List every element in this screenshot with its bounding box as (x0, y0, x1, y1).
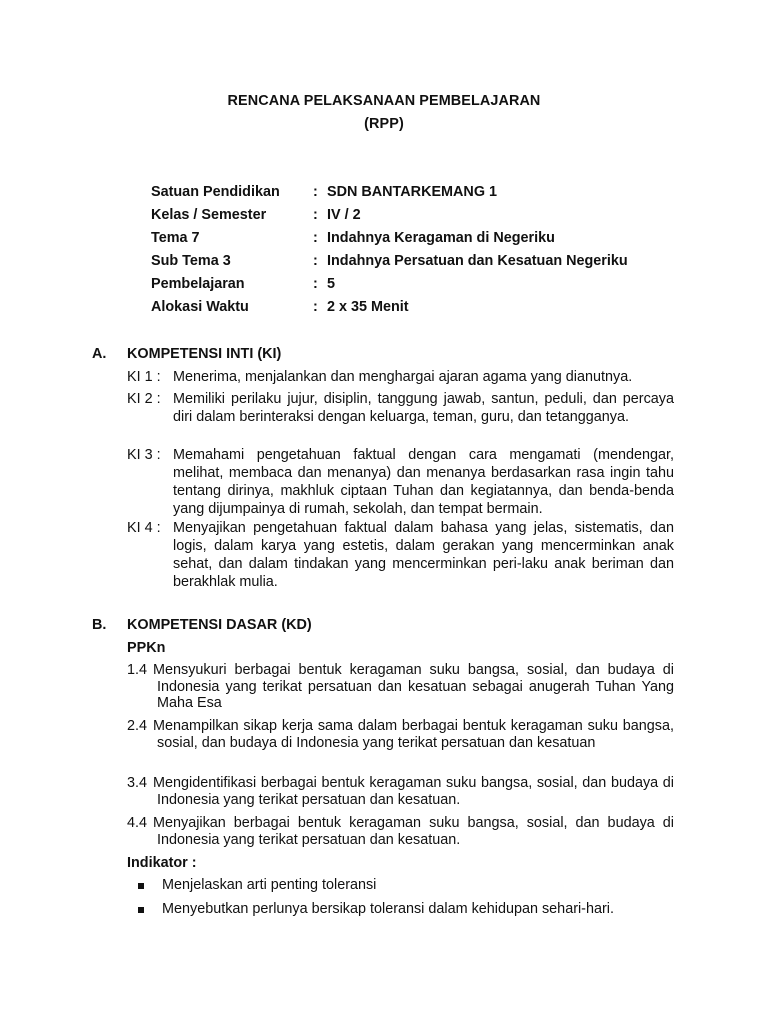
ki-label: KI 2 : (127, 391, 161, 407)
ki-label: KI 4 : (127, 520, 161, 536)
identity-value: SDN BANTARKEMANG 1 (327, 184, 498, 200)
kd-text: Mensyukuri berbagai bentuk keragaman suku bangsa, sosial, dan budaya di Indonesia yang terikat persatuan dan kesatuan sebagai anugerah Tuhan Yang Maha Esa (153, 662, 674, 711)
identity-label: Sub Tema 3 (151, 253, 231, 269)
section-a-title: KOMPETENSI INTI (KI) (127, 346, 282, 362)
ki-item (127, 519, 674, 591)
kd-number: 4.4 (127, 815, 148, 831)
identity-colon: : (313, 276, 318, 292)
kd-text: Menyajikan berbagai bentuk keragaman suku bangsa, sosial, dan budaya di Indonesia yang terikat persatuan dan kesatuan. (153, 815, 674, 848)
identity-colon: : (313, 230, 318, 246)
ki-item (127, 368, 674, 386)
identity-colon: : (313, 253, 318, 269)
ki-item (127, 446, 674, 518)
identity-label: Tema 7 (151, 230, 200, 246)
bullet-square-icon (138, 907, 144, 913)
bullet-square-icon (138, 883, 144, 889)
identity-label: Kelas / Semester (151, 207, 267, 223)
kd-number: 3.4 (127, 775, 148, 791)
identity-value: Indahnya Persatuan dan Kesatuan Negeriku (327, 253, 628, 269)
kd-item (127, 662, 674, 712)
section-a-letter: A. (92, 346, 107, 362)
kd-number: 1.4 (127, 662, 148, 678)
kd-number: 2.4 (127, 718, 148, 734)
ki-text: Memahami pengetahuan faktual dengan cara mengamati (mendengar, melihat, membaca dan menanya) dan menanya berdasarkan rasa ingin tahu tentang dirinya, makhluk ciptaan Tuhan dan kegiatannya, dan benda-benda yang dijumpainya di rumah, sekolah, dan tempat bermain. (173, 447, 674, 517)
kd-item (127, 718, 674, 751)
subject-title: PPKn (127, 640, 166, 656)
identity-value: 2 x 35 Menit (327, 299, 409, 315)
identity-label: Pembelajaran (151, 276, 245, 292)
document-subtitle: (RPP) (364, 116, 404, 132)
indicator-text: Menjelaskan arti penting toleransi (162, 877, 377, 893)
identity-colon: : (313, 184, 318, 200)
identity-label: Alokasi Waktu (151, 299, 249, 315)
ki-text: Memiliki perilaku jujur, disiplin, tanggung jawab, santun, peduli, dan percaya diri dalam berinteraksi dengan keluarga, teman, guru, dan tetangganya. (173, 391, 674, 425)
identity-value: 5 (327, 276, 336, 292)
indicator-title: Indikator : (127, 855, 197, 871)
identity-value: Indahnya Keragaman di Negeriku (327, 230, 555, 246)
ki-text: Menerima, menjalankan dan menghargai ajaran agama yang dianutnya. (173, 369, 633, 385)
identity-colon: : (313, 299, 318, 315)
ki-item (127, 390, 674, 426)
identity-label: Satuan Pendidikan (151, 184, 280, 200)
section-b-title: KOMPETENSI DASAR (KD) (127, 617, 312, 633)
section-b-letter: B. (92, 617, 107, 633)
ki-label: KI 1 : (127, 369, 161, 385)
ki-text: Menyajikan pengetahuan faktual dalam bahasa yang jelas, sistematis, dan logis, dalam karya yang estetis, dalam gerakan yang mencerminkan anak sehat, dan dalam tindakan yang mencerminkan peri-laku anak beriman dan berakhlak mulia. (173, 520, 674, 590)
kd-text: Mengidentifikasi berbagai bentuk keragaman suku bangsa, sosial, dan budaya di Indonesia yang terikat persatuan dan kesatuan. (153, 775, 674, 808)
document-title: RENCANA PELAKSANAAN PEMBELAJARAN (227, 93, 541, 109)
kd-item (127, 815, 674, 848)
kd-text: Menampilkan sikap kerja sama dalam berbagai bentuk keragaman suku bangsa, sosial, dan budaya di Indonesia yang terikat persatuan dan kesatuan (153, 718, 674, 751)
indicator-text: Menyebutkan perlunya bersikap toleransi dalam kehidupan sehari-hari. (162, 901, 614, 917)
ki-label: KI 3 : (127, 447, 161, 463)
kd-item (127, 775, 674, 808)
identity-value: IV / 2 (327, 207, 361, 223)
identity-colon: : (313, 207, 318, 223)
